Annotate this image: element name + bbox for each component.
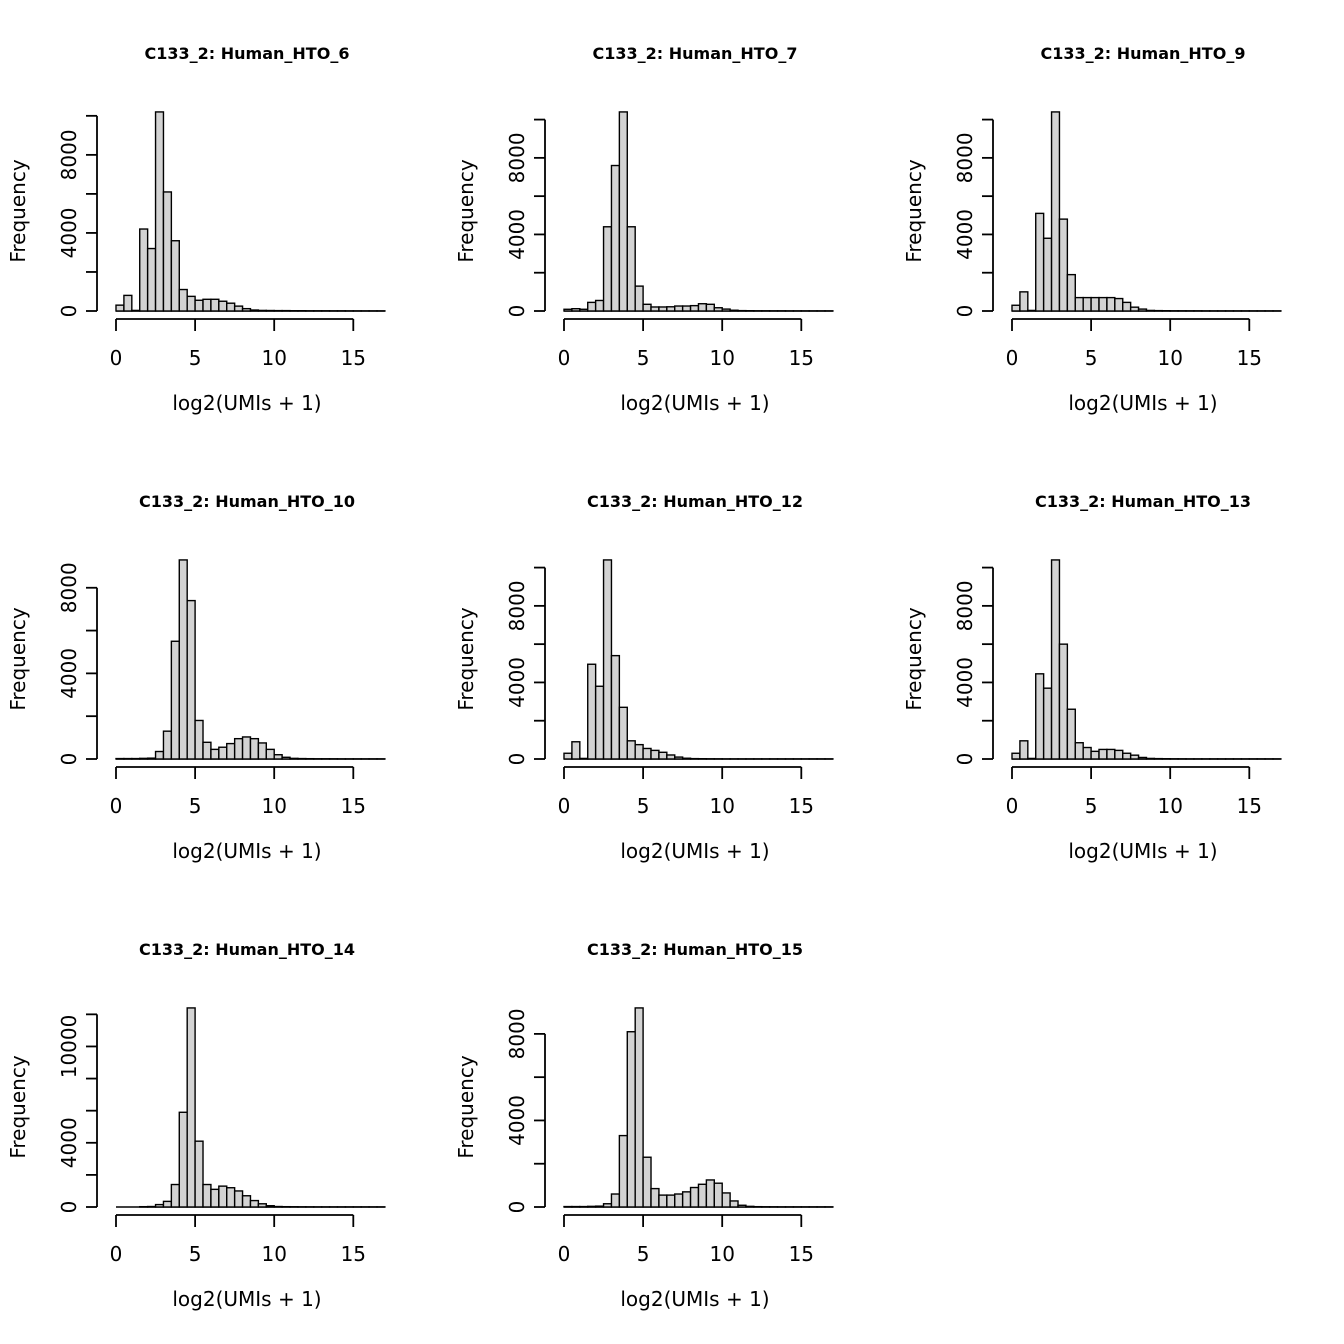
histogram-bar [179, 560, 187, 759]
histogram-plot [896, 448, 1344, 896]
histogram-bar [698, 304, 706, 311]
panel-title: C133_2: Human_HTO_13 [1034, 492, 1252, 511]
y-tick-label: 8000 [57, 129, 81, 181]
histogram-bar [667, 307, 675, 311]
y-tick-label: 4000 [57, 1117, 81, 1169]
histogram-bar [635, 286, 643, 311]
histogram-bar [1028, 310, 1036, 311]
histogram-bar [171, 641, 179, 759]
histogram-bar [116, 305, 124, 311]
histogram-bar [730, 310, 738, 311]
histogram-bar [211, 299, 219, 311]
histogram-bar [1091, 751, 1099, 759]
histogram-bar [1099, 298, 1107, 311]
histogram-bar [1044, 688, 1052, 759]
histogram-bar [706, 304, 714, 311]
histogram-bar [588, 664, 596, 759]
panel-title: C133_2: Human_HTO_7 [592, 44, 798, 63]
x-tick-label: 0 [557, 346, 571, 370]
histogram-plot [0, 448, 448, 896]
histogram-bar [1083, 298, 1091, 311]
x-tick-label: 5 [188, 1242, 202, 1266]
histogram-bar [643, 1157, 651, 1207]
histogram-bar [651, 307, 659, 311]
histogram-bar [730, 1201, 738, 1207]
histogram-bar [195, 300, 203, 311]
histogram-bar [187, 601, 195, 759]
histogram-bar [1099, 749, 1107, 759]
x-tick-label: 15 [788, 346, 815, 370]
x-tick-label: 10 [1157, 346, 1183, 370]
x-tick-label: 15 [788, 794, 815, 818]
histogram-bar [203, 742, 211, 759]
y-tick-label: 0 [57, 752, 81, 766]
histogram-bar [619, 1136, 627, 1207]
histogram-bar [1028, 758, 1036, 759]
histogram-bar [243, 309, 251, 311]
histogram-plot [448, 448, 896, 896]
histogram-bar [258, 310, 266, 311]
histogram-bar [1012, 753, 1020, 759]
histogram-bar [738, 1205, 746, 1207]
histogram-bar [691, 1188, 699, 1207]
histogram-bar [227, 744, 235, 759]
histogram-bar [235, 739, 243, 759]
empty-cell [896, 896, 1344, 1344]
histogram-bar [659, 1195, 667, 1207]
histogram-bar [675, 757, 683, 759]
x-tick-label: 10 [1157, 794, 1183, 818]
x-tick-label: 10 [261, 346, 287, 370]
x-tick-label: 15 [340, 794, 367, 818]
y-axis-label: Frequency [454, 159, 478, 263]
x-tick-label: 5 [636, 1242, 650, 1266]
histogram-bar [1036, 213, 1044, 311]
panel-title: C133_2: Human_HTO_15 [586, 940, 804, 959]
histogram-bar [588, 302, 596, 311]
histogram-bar [140, 758, 148, 759]
y-tick-label: 4000 [953, 656, 977, 708]
histogram-bar [156, 1205, 164, 1207]
panel-title: C133_2: Human_HTO_14 [138, 940, 356, 959]
histogram-bar [564, 753, 572, 759]
histogram-bar [698, 1184, 706, 1207]
histogram-bar [203, 1185, 211, 1207]
histogram-bar [258, 1204, 266, 1207]
histogram-bar [627, 1032, 635, 1207]
y-axis-label: Frequency [902, 159, 926, 263]
y-tick-label: 0 [505, 1200, 529, 1214]
histogram-bar [714, 308, 722, 311]
histogram-bar [580, 758, 588, 759]
histogram-bar [1107, 298, 1115, 311]
histogram-bar [635, 745, 643, 759]
histogram-bar [156, 112, 164, 311]
y-axis-label: Frequency [6, 159, 30, 263]
histogram-bar [1059, 219, 1067, 311]
x-tick-label: 15 [1236, 794, 1263, 818]
histogram-bar [596, 686, 604, 759]
histogram-bar [580, 309, 588, 311]
histogram-bar [1146, 310, 1154, 311]
histogram-bar [266, 1206, 274, 1207]
histogram-bar [675, 1194, 683, 1207]
histogram-bar [627, 741, 635, 759]
histogram-panel [0, 896, 448, 1344]
histogram-bar [195, 720, 203, 759]
histogram-bar [179, 1112, 187, 1207]
histogram-bar [132, 310, 140, 311]
x-tick-label: 5 [636, 346, 650, 370]
histogram-bar [1020, 292, 1028, 311]
histogram-bar [1044, 238, 1052, 311]
histogram-bar [1139, 757, 1147, 759]
histogram-bar [195, 1141, 203, 1207]
histogram-panel [448, 448, 896, 896]
y-tick-label: 4000 [505, 1094, 529, 1146]
histogram-bar [683, 758, 691, 759]
histogram-bar [659, 752, 667, 759]
histogram-bar [611, 1194, 619, 1207]
y-tick-label: 0 [953, 304, 977, 318]
histogram-bar [611, 166, 619, 311]
panel-title: C133_2: Human_HTO_6 [144, 44, 350, 63]
histogram-bar [635, 1008, 643, 1207]
y-axis-label: Frequency [454, 1055, 478, 1159]
y-tick-label: 8000 [953, 580, 977, 632]
histogram-bar [290, 758, 298, 759]
y-tick-label: 4000 [57, 647, 81, 699]
histogram-bar [1091, 298, 1099, 311]
x-axis-label: log2(UMIs + 1) [172, 1287, 322, 1311]
histogram-bar [714, 1183, 722, 1207]
y-tick-label: 4000 [505, 656, 529, 708]
x-tick-label: 15 [1236, 346, 1263, 370]
y-tick-label: 4000 [57, 207, 81, 259]
x-axis-label: log2(UMIs + 1) [1068, 839, 1218, 863]
y-tick-label: 0 [505, 304, 529, 318]
x-tick-label: 5 [188, 794, 202, 818]
histogram-plot [0, 0, 448, 448]
histogram-bar [235, 306, 243, 311]
histogram-bar [258, 743, 266, 759]
histogram-bar [1131, 755, 1139, 759]
histogram-bar [572, 742, 580, 759]
y-tick-label: 8000 [57, 562, 81, 614]
histogram-bar [1012, 305, 1020, 311]
histogram-bar [243, 737, 251, 759]
histogram-bar [219, 1186, 227, 1207]
histogram-bar [667, 1195, 675, 1207]
y-tick-label: 8000 [505, 1008, 529, 1060]
x-tick-label: 15 [788, 1242, 815, 1266]
histogram-bar [1052, 112, 1060, 311]
histogram-bar [1123, 753, 1131, 759]
histogram-plot [448, 0, 896, 448]
histogram-bar [219, 747, 227, 759]
x-tick-label: 0 [557, 1242, 571, 1266]
x-axis-label: log2(UMIs + 1) [172, 391, 322, 415]
histogram-panel [448, 896, 896, 1344]
histogram-bar [627, 227, 635, 311]
y-tick-label: 4000 [953, 208, 977, 260]
histogram-bar [266, 749, 274, 759]
histogram-bar [667, 755, 675, 759]
y-tick-label: 0 [953, 752, 977, 766]
histogram-bar [611, 656, 619, 759]
histogram-panel [896, 0, 1344, 448]
x-axis-label: log2(UMIs + 1) [1068, 391, 1218, 415]
histogram-bar [651, 1189, 659, 1207]
histogram-bar [643, 304, 651, 311]
x-tick-label: 5 [1084, 794, 1098, 818]
histogram-bar [148, 249, 156, 311]
x-axis-label: log2(UMIs + 1) [172, 839, 322, 863]
histogram-bar [171, 1185, 179, 1207]
histogram-bar [1075, 743, 1083, 759]
histogram-bar [746, 1206, 754, 1207]
histogram-bar [250, 739, 258, 759]
histogram-bar [227, 1188, 235, 1207]
histogram-bar [619, 112, 627, 311]
histogram-bar [274, 755, 282, 759]
x-tick-label: 5 [188, 346, 202, 370]
histogram-bar [211, 1189, 219, 1207]
histogram-bar [596, 1206, 604, 1207]
x-tick-label: 0 [109, 346, 123, 370]
x-tick-label: 0 [109, 1242, 123, 1266]
histogram-bar [651, 750, 659, 759]
histogram-panel [896, 448, 1344, 896]
panel-title: C133_2: Human_HTO_9 [1040, 44, 1246, 63]
histogram-bar [1059, 644, 1067, 759]
histogram-bar [187, 1008, 195, 1207]
histogram-bar [1075, 298, 1083, 311]
y-tick-label: 8000 [505, 580, 529, 632]
histogram-bar [171, 241, 179, 311]
y-tick-label: 8000 [953, 132, 977, 184]
histogram-bar [722, 309, 730, 311]
histogram-bar [604, 560, 612, 759]
histogram-bar [140, 229, 148, 311]
x-tick-label: 5 [636, 794, 650, 818]
histogram-bar [1067, 709, 1075, 759]
histogram-panel [0, 0, 448, 448]
x-tick-label: 15 [340, 346, 367, 370]
histogram-bar [1146, 758, 1154, 759]
histogram-bar [604, 227, 612, 311]
histogram-bar [156, 752, 164, 759]
histogram-plot [896, 0, 1344, 448]
histogram-bar [1083, 748, 1091, 759]
x-tick-label: 10 [709, 1242, 735, 1266]
x-tick-label: 10 [709, 346, 735, 370]
histogram-bar [683, 306, 691, 311]
histogram-panel [448, 0, 896, 448]
histogram-plot [448, 896, 896, 1344]
y-tick-label: 0 [505, 752, 529, 766]
histogram-bar [1123, 302, 1131, 311]
histogram-bar [596, 300, 604, 311]
histogram-bar [163, 192, 171, 311]
x-tick-label: 0 [1005, 794, 1019, 818]
histogram-bar [659, 307, 667, 311]
y-tick-label: 4000 [505, 208, 529, 260]
histogram-bar [1139, 309, 1147, 311]
y-axis-label: Frequency [6, 607, 30, 711]
panel-title: C133_2: Human_HTO_12 [586, 492, 804, 511]
y-tick-label: 0 [57, 1200, 81, 1214]
x-tick-label: 0 [557, 794, 571, 818]
y-axis-label: Frequency [454, 607, 478, 711]
histogram-bar [250, 310, 258, 311]
histogram-bar [179, 290, 187, 311]
histogram-bar [722, 1193, 730, 1207]
histogram-bar [683, 1192, 691, 1207]
panel-title: C133_2: Human_HTO_10 [138, 492, 356, 511]
histogram-bar [1067, 275, 1075, 311]
histogram-bar [706, 1180, 714, 1207]
y-axis-label: Frequency [902, 607, 926, 711]
histogram-bar [187, 296, 195, 311]
histogram-bar [211, 749, 219, 759]
histogram-bar [124, 295, 132, 311]
histogram-bar [219, 301, 227, 311]
histogram-bar [619, 707, 627, 759]
histogram-bar [163, 731, 171, 759]
histogram-bar [1131, 307, 1139, 311]
x-tick-label: 10 [261, 1242, 287, 1266]
histogram-bar [282, 757, 290, 759]
histogram-bar [643, 748, 651, 759]
histogram-bar [148, 758, 156, 759]
histogram-bar [588, 1206, 596, 1207]
x-axis-label: log2(UMIs + 1) [620, 839, 770, 863]
histogram-bar [1115, 750, 1123, 759]
histogram-bar [203, 299, 211, 311]
histogram-bar [250, 1201, 258, 1207]
histogram-bar [235, 1191, 243, 1207]
x-tick-label: 0 [109, 794, 123, 818]
histogram-bar [1052, 560, 1060, 759]
x-axis-label: log2(UMIs + 1) [620, 1287, 770, 1311]
y-tick-label: 10000 [57, 1014, 81, 1079]
histogram-bar [1115, 299, 1123, 311]
x-tick-label: 10 [709, 794, 735, 818]
histogram-bar [564, 309, 572, 311]
histogram-bar [163, 1201, 171, 1207]
histogram-bar [691, 306, 699, 311]
histogram-bar [1036, 674, 1044, 759]
y-tick-label: 0 [57, 304, 81, 318]
x-tick-label: 10 [261, 794, 287, 818]
x-tick-label: 0 [1005, 346, 1019, 370]
histogram-bar [243, 1196, 251, 1207]
histogram-bar [572, 309, 580, 311]
x-tick-label: 5 [1084, 346, 1098, 370]
histogram-bar [675, 306, 683, 311]
x-axis-label: log2(UMIs + 1) [620, 391, 770, 415]
y-axis-label: Frequency [6, 1055, 30, 1159]
histogram-bar [1020, 741, 1028, 759]
histogram-bar [227, 303, 235, 311]
histogram-bar [604, 1204, 612, 1207]
histogram-plot [0, 896, 448, 1344]
y-tick-label: 8000 [505, 132, 529, 184]
histogram-bar [1107, 749, 1115, 759]
histogram-panel [0, 448, 448, 896]
x-tick-label: 15 [340, 1242, 367, 1266]
